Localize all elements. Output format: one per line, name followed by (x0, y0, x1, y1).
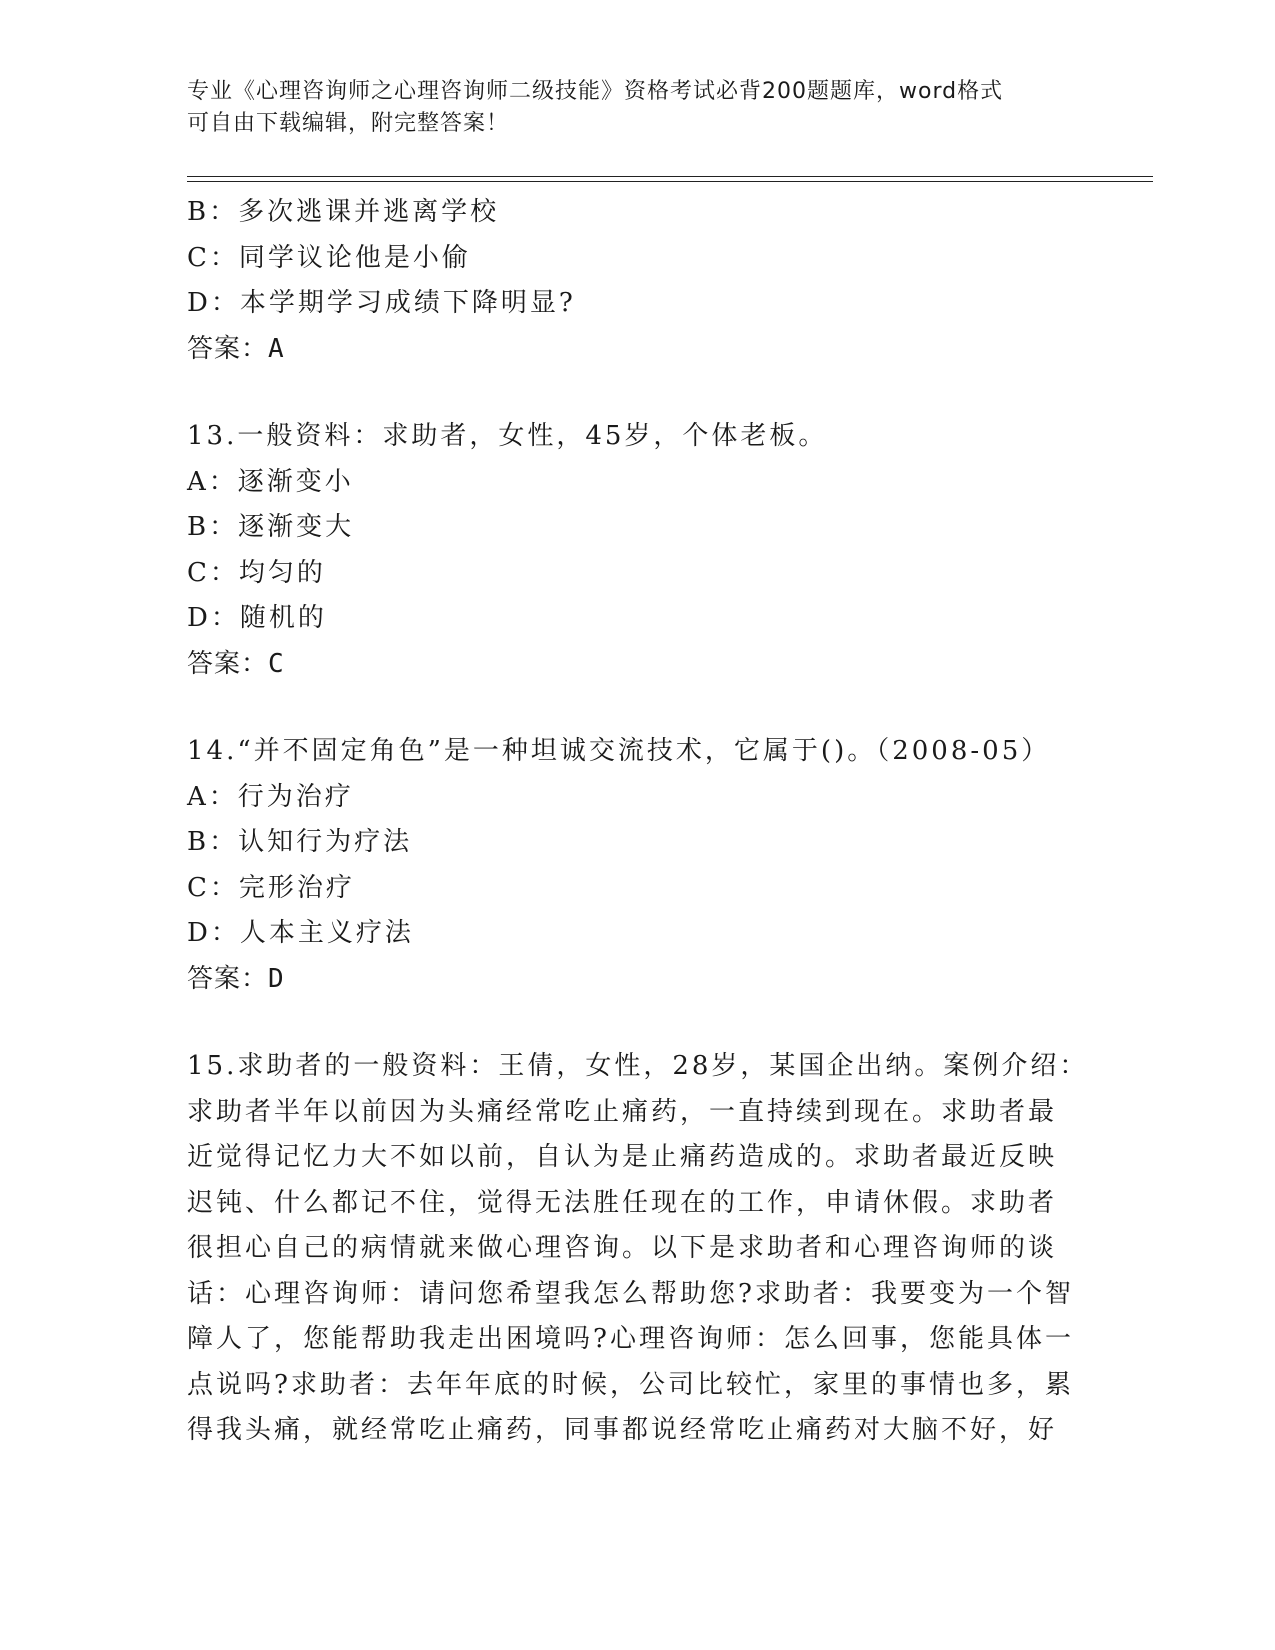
option-b: B：多次逃课并逃离学校 (187, 197, 500, 227)
question-13 (187, 414, 1077, 687)
option-a: A：行为治疗 (187, 781, 354, 812)
question-gap (187, 687, 1077, 729)
option-c: C：均匀的 (187, 557, 326, 588)
question-content (187, 190, 1089, 1454)
answer-line (187, 957, 1077, 1003)
answer-value: A (268, 333, 285, 364)
question-15 (187, 1044, 1089, 1454)
answer-label: 答案： (187, 333, 269, 364)
answer-value: C (268, 648, 285, 679)
question-15-line: 迟钝、什么都记不住，觉得无法胜任现在的工作，申请休假。求助者 (187, 1187, 1058, 1218)
document-header (187, 76, 1067, 140)
question-15-line: 近觉得记忆力大不如以前，自认为是止痛药造成的。求助者最近反映 (187, 1142, 1058, 1172)
question-15-line: 很担心自己的病情就来做心理咨询。以下是求助者和心理咨询师的谈 (187, 1233, 1058, 1263)
option-c: C：完形治疗 (187, 872, 355, 903)
question-15-line: 点说吗?求助者：去年年底的时候，公司比较忙，家里的事情也多，累 (187, 1369, 1074, 1400)
question-15-line: 求助者半年以前因为头痛经常吃止痛药，一直持续到现在。求助者最 (187, 1096, 1058, 1127)
question-15-line: 得我头痛，就经常吃止痛药，同事都说经常吃止痛药对大脑不好，好 (187, 1415, 1058, 1445)
answer-line (187, 327, 1077, 373)
option-b: B：逐渐变大 (187, 512, 355, 542)
answer-label: 答案： (187, 963, 269, 994)
question-gap (187, 1002, 1077, 1044)
option-a: A：逐渐变小 (187, 466, 354, 497)
option-d: D：人本主义疗法 (187, 918, 414, 948)
answer-label: 答案： (187, 648, 269, 679)
question-12-continued (187, 190, 1077, 372)
question-gap (187, 372, 1077, 414)
question-stem: 14.“并不固定角色”是一种坦诚交流技术，它属于()。（2008-05） (187, 736, 1051, 766)
option-c: C：同学议论他是小偷 (187, 242, 471, 273)
option-d: D：随机的 (187, 603, 327, 633)
question-15-line: 15.求助者的一般资料：王倩，女性，28岁，某国企出纳。案例介绍： (187, 1051, 1089, 1081)
header-title-line-2: 可自由下载编辑，附完整答案！ (187, 111, 510, 136)
option-b: B：认知行为疗法 (187, 827, 413, 857)
answer-line (187, 642, 1077, 688)
answer-value: D (268, 963, 285, 994)
option-d: D：本学期学习成绩下降明显? (187, 288, 576, 318)
header-divider (187, 176, 1153, 182)
header-title-line-1: 专业《心理咨询师之心理咨询师二级技能》资格考试必背200题题库，word格式 (187, 79, 1004, 104)
question-15-line: 障人了，您能帮助我走出困境吗?心理咨询师：怎么回事，您能具体一 (187, 1324, 1074, 1354)
question-15-line: 话：心理咨询师：请问您希望我怎么帮助您?求助者：我要变为一个智 (187, 1278, 1074, 1309)
question-stem: 13.一般资料：求助者，女性，45岁，个体老板。 (187, 421, 828, 451)
question-14 (187, 729, 1077, 1002)
